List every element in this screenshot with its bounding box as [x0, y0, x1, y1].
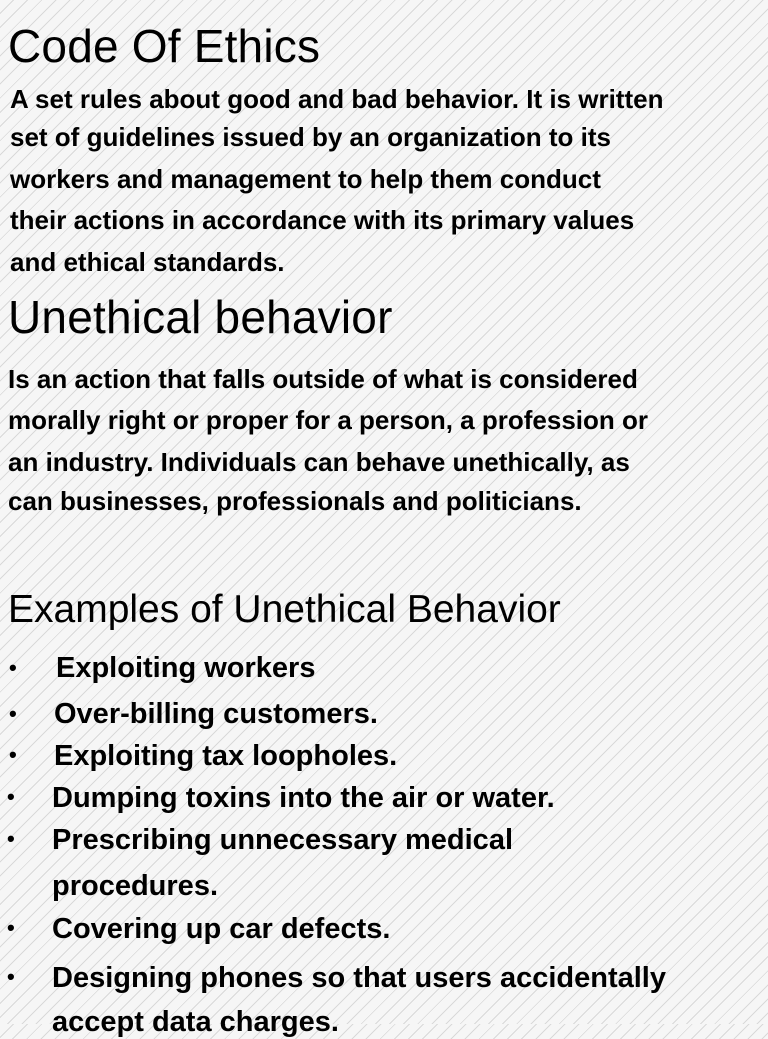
definition-line-2: set of guidelines issued by an organization to its [10, 122, 611, 152]
list-item-phones-continued: accept data charges. [52, 1006, 339, 1038]
list-item-prescribing-continued: procedures. [52, 870, 218, 902]
bullet-dot: • [7, 964, 15, 989]
unethical-line-4: can businesses, professionals and politicians. [8, 486, 582, 516]
unethical-line-1: Is an action that falls outside of what is considered [8, 364, 638, 394]
bullet-dot: • [9, 742, 17, 767]
bullet-dot: • [7, 826, 15, 851]
bullet-dot: • [7, 915, 15, 940]
bullet-dot: • [9, 655, 17, 680]
definition-line-4: their actions in accordance with its primary values [10, 205, 635, 235]
definition-line-1: A set rules about good and bad behavior. It is written [10, 84, 664, 114]
unethical-line-3: an industry. Individuals can behave unethically, as [8, 447, 630, 477]
list-item-car-defects: Covering up car defects. [52, 913, 391, 945]
list-item-dumping-toxins: Dumping toxins into the air or water. [52, 782, 555, 814]
definition-line-5: and ethical standards. [10, 247, 285, 277]
unethical-line-2: morally right or proper for a person, a profession or [8, 405, 648, 435]
definition-line-3: workers and management to help them conduct [10, 164, 601, 194]
bullet-dot: • [7, 784, 15, 809]
heading-code-of-ethics: Code Of Ethics [8, 20, 321, 72]
list-item-prescribing: Prescribing unnecessary medical [52, 824, 513, 856]
list-item-phones: Designing phones so that users accidentally [52, 962, 666, 994]
bullet-dot: • [9, 701, 17, 726]
list-item-over-billing: Over-billing customers. [54, 698, 378, 730]
heading-examples: Examples of Unethical Behavior [8, 588, 561, 631]
heading-unethical-behavior: Unethical behavior [8, 291, 393, 343]
list-item-exploiting-workers: Exploiting workers [56, 652, 316, 684]
list-item-tax-loopholes: Exploiting tax loopholes. [54, 740, 398, 772]
